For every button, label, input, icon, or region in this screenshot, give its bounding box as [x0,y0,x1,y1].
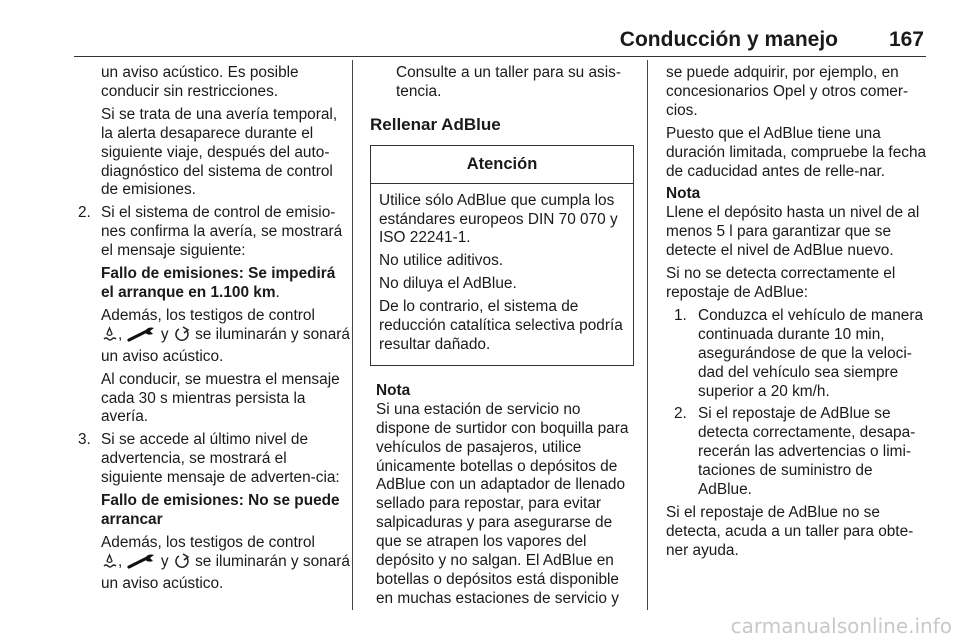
paragraph: Si se trata de una avería temporal, la alerta desaparece durante el siguiente viaje, después del auto-diagnóstico del sistema de control de emisiones. [101,105,338,199]
list-number: 3. [78,431,91,449]
paragraph: Si el repostaje de AdBlue no se detecta, acuda a un taller para obte-ner ayuda. [666,503,914,559]
paragraph: Puesto que el AdBlue tiene una duración limitada, compruebe la fecha de caducidad antes de relle-nar. [666,124,927,180]
list-text: Conduzca el vehículo de manera continuada durante 10 min, asegurándose de que la veloci-dad del vehículo sea siempre superior a 20 km/h. [698,306,924,400]
separator: , [118,325,123,343]
paragraph: De lo contrario, el sistema de reducción catalítica selectiva podría resultar dañado. [379,298,623,353]
lamps-text: se iluminarán y sonará un aviso acústico. [101,552,350,592]
note-text: Llene el depósito hasta un nivel de al menos 5 l para garantizar que se detecte el nivel de AdBlue nuevo. [666,204,920,260]
column-2 [370,64,638,609]
list-text: Si el repostaje de AdBlue se detecta correctamente, desapa-recerán las advertencias o limi-taciones de suministro de AdBlue. [698,405,916,499]
adblue-warning-icon [101,326,118,348]
header-rule [74,56,926,57]
page-title: Conducción y manejo [619,28,838,51]
message-text: Fallo de emisiones: Se impedirá el arranque en 1.100 km [101,265,336,301]
separator: y [160,552,169,570]
paragraph: Al conducir, se muestra el mensaje cada 30 s mientras persista la avería. [101,370,340,426]
list-item [66,204,352,427]
paragraph: Si no se detecta correctamente el repostaje de AdBlue: [666,265,896,301]
caution-heading: Atención [371,146,633,184]
paragraph: Consulte a un taller para su asis-tencia. [396,64,621,100]
list-number: 1. [674,306,687,324]
note-label: Nota [666,185,701,203]
wrench-icon [127,326,157,348]
paragraph: Si se accede al último nivel de advertencia, se mostrará el siguiente mensaje de adverten-cia: [101,431,340,487]
separator: , [118,552,123,570]
message-paragraph [101,265,352,303]
caution-box [370,145,634,366]
paragraph: Además, los testigos de control [101,306,315,324]
note-label: Nota [376,381,411,399]
separator: y [160,325,169,343]
paragraph: se puede adquirir, por ejemplo, en concesionarios Opel y otros comer-cios. [666,64,909,119]
paragraph: Utilice sólo AdBlue que cumpla los estándares europeos DIN 70 070 y ISO 22241-1. [379,191,618,247]
watermark: carmanualsonline.info [730,614,952,638]
paragraph: No diluya el AdBlue. [379,275,517,293]
note-block [370,382,638,609]
lamps-line [101,326,352,367]
column-3 [666,64,928,565]
caution-body [371,184,633,365]
punctuation: . [275,283,280,301]
paragraph: Además, los testigos de control [101,533,315,551]
engine-check-icon [173,326,191,348]
paragraph: No utilice aditivos. [379,252,504,270]
adblue-warning-icon [101,553,118,575]
list-item [666,405,928,500]
column-1 [66,64,352,598]
list-number: 2. [674,405,687,423]
list-item [66,431,352,593]
wrench-icon [127,553,157,575]
list-item [666,307,928,402]
list-number: 2. [78,204,91,222]
column-divider [352,60,353,610]
page-number: 167 [888,28,924,51]
paragraph: un aviso acústico. Es posible conducir sin restricciones. [101,64,299,100]
column-divider [647,60,648,610]
paragraph: Si el sistema de control de emisio-nes confirma la avería, se mostrará el mensaje siguiente: [101,204,343,260]
engine-check-icon [173,553,191,575]
section-title: Rellenar AdBlue [370,114,501,134]
lamps-line [101,553,352,594]
message-text: Fallo de emisiones: No se puede arrancar [101,492,340,528]
note-text: Si una estación de servicio no dispone de surtidor con boquilla para vehículos de pasajeros, utilice únicamente botellas o depósitos de AdBlue con un adaptador de llenado sellado para repostar, para evitar salpicaduras y para asegurarse de que se atrapen los vapores del depósito y no salgan. El AdBlue en botellas o depósitos está disponible en muchas estaciones de servicio y [376,400,629,607]
lamps-text: se iluminarán y sonará un aviso acústico. [101,325,350,365]
